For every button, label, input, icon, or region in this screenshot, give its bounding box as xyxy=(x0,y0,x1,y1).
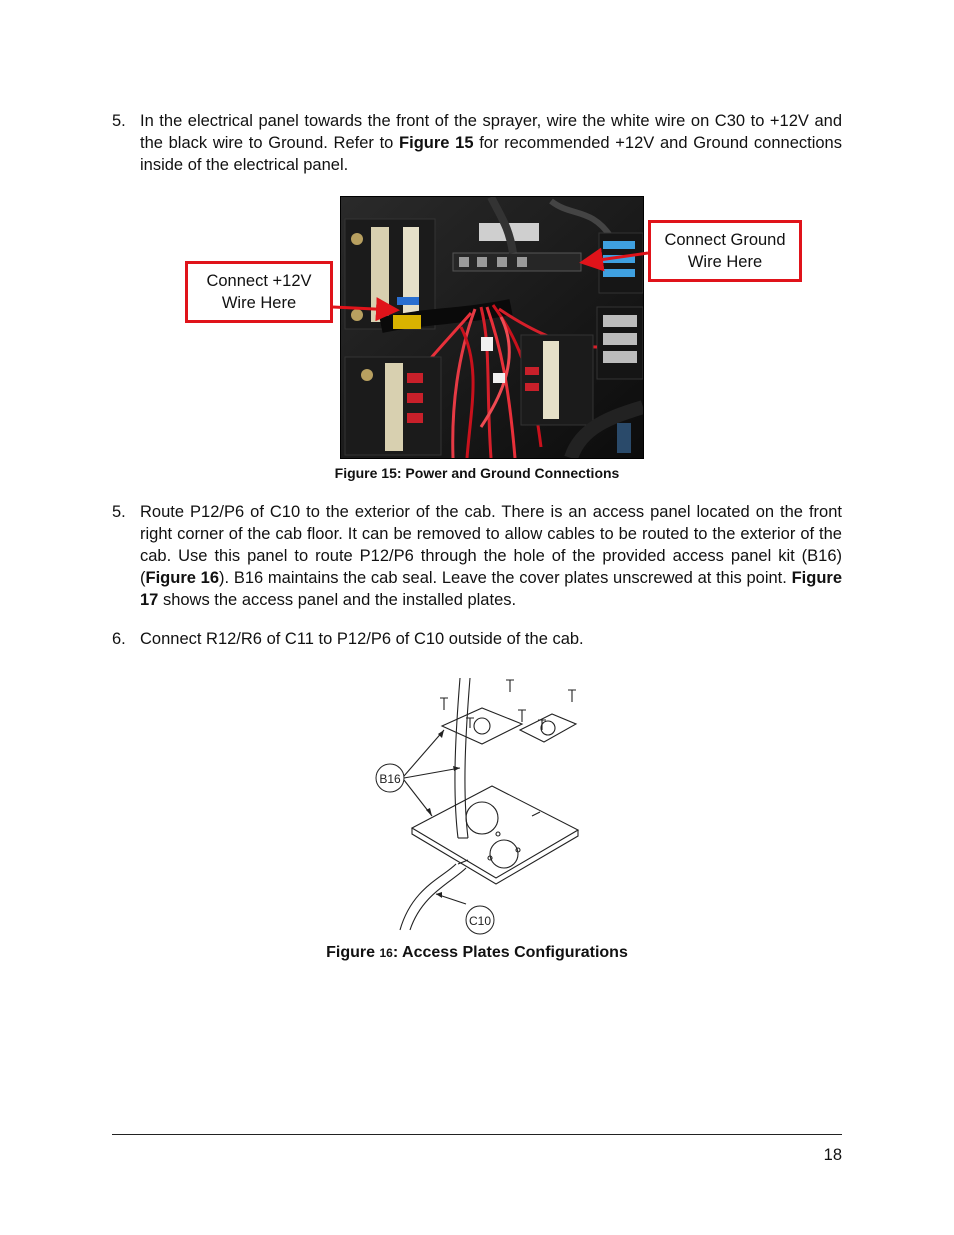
text-run: ). B16 maintains the cab seal. Leave the cover plates unscrewed at this point. xyxy=(219,569,792,587)
caption-number: 16 xyxy=(379,946,393,960)
figure-16-caption xyxy=(0,944,954,962)
figure-reference: Figure 17 xyxy=(140,569,842,609)
b16-label xyxy=(376,764,404,792)
step-paragraph xyxy=(112,110,842,176)
step-paragraph xyxy=(112,628,842,650)
figure-16-diagram xyxy=(372,668,592,938)
figure-15-caption: Figure 15: Power and Ground Connections xyxy=(334,465,620,481)
page-number: 18 xyxy=(823,1146,842,1164)
svg-text:B16: B16 xyxy=(379,772,401,786)
callout-left xyxy=(185,261,333,323)
cable-upper xyxy=(455,678,460,838)
step-text xyxy=(140,110,842,176)
cable-lower xyxy=(400,864,456,930)
callout-left-text: Connect +12V Wire Here xyxy=(206,272,312,312)
access-plate-small-left xyxy=(442,708,522,744)
step-paragraph xyxy=(112,501,842,611)
text-run: for recommended +12V and Ground connections inside of the electrical panel. xyxy=(140,134,842,174)
text-run: Route P12/P6 of C10 to the exterior of the cab. There is an access panel located on the front right corner of the cab floor. It can be removed to allow cables to be routed to the exterior of the cab. Use this panel to route P12/P6 through the hole of the provided access panel kit (B16) ( xyxy=(140,503,842,587)
text-run: In the electrical panel towards the front of the sprayer, wire the white wire on C30 to +12V and the black wire to Ground. Refer to xyxy=(140,112,842,152)
step-number: 5. xyxy=(112,503,126,521)
text-run: Connect R12/R6 of C11 to P12/P6 of C10 outside of the cab. xyxy=(140,630,584,648)
svg-text:C10: C10 xyxy=(468,914,492,928)
step-text xyxy=(140,628,842,650)
text-run: shows the access panel and the installed plates. xyxy=(158,591,517,609)
footer-divider xyxy=(112,1134,842,1135)
access-plate-small-right xyxy=(520,714,576,742)
step-number: 5. xyxy=(112,112,126,130)
callout-right xyxy=(648,220,802,282)
caption-rest: : Access Plates Configurations xyxy=(392,944,628,961)
step-text xyxy=(140,501,842,611)
c10-label xyxy=(466,906,494,934)
figure-reference: Figure 16 xyxy=(145,569,220,587)
figure-15-photo xyxy=(340,196,644,459)
figure-reference: Figure 15 xyxy=(399,134,474,152)
callout-right-text: Connect Ground Wire Here xyxy=(664,231,786,271)
step-number: 6. xyxy=(112,630,126,648)
electrical-panel-image xyxy=(341,197,643,458)
caption-prefix: Figure xyxy=(326,944,380,961)
